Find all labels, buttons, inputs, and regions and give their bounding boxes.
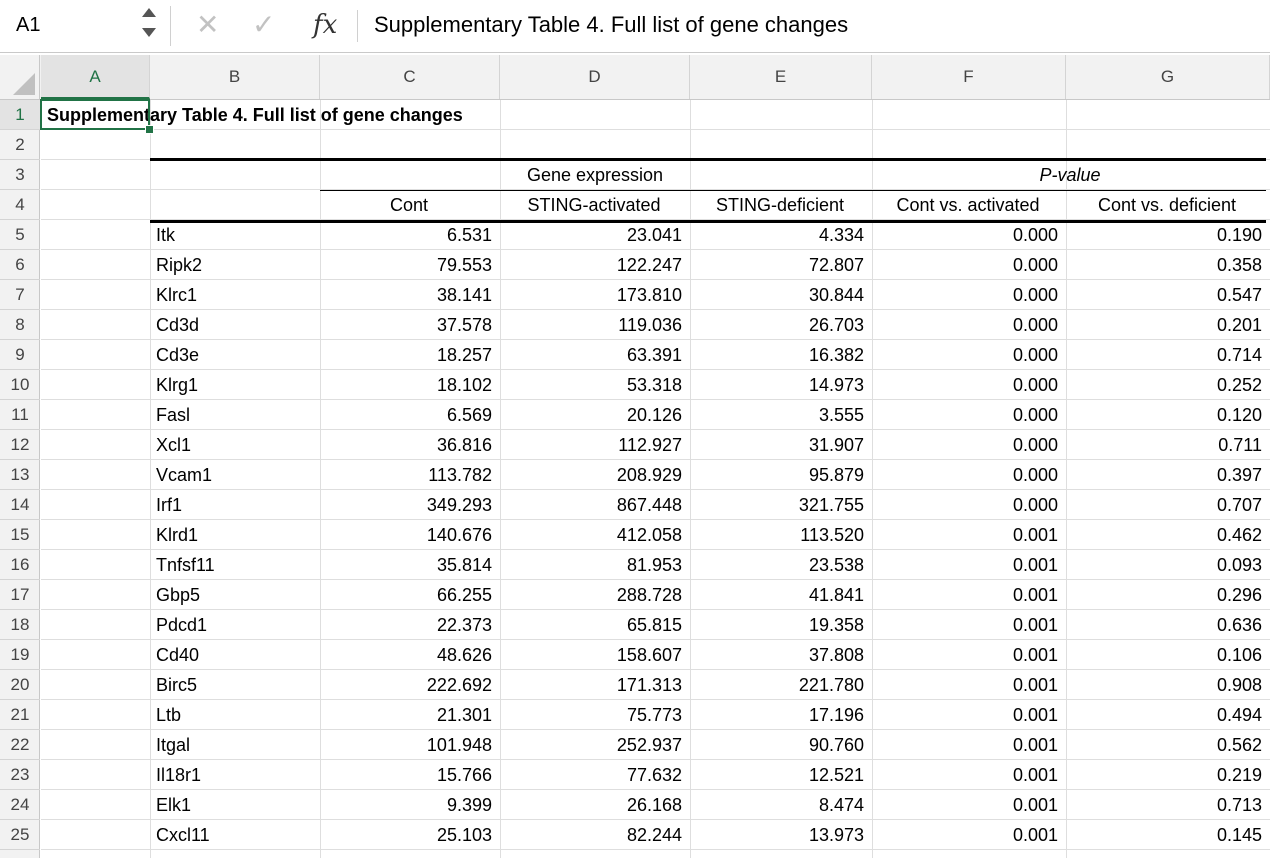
grid-line xyxy=(41,579,1270,580)
value-cell-d: 208.929 xyxy=(616,465,682,485)
value-cell-d: 412.058 xyxy=(616,525,682,545)
value-cell-f: 0.000 xyxy=(1012,285,1058,305)
gene-name-cell: Itgal xyxy=(156,735,191,755)
value-cell-g: 0.462 xyxy=(1216,525,1262,545)
value-cell-g: 0.201 xyxy=(1216,315,1262,335)
column-header-c[interactable]: C xyxy=(320,55,500,99)
value-cell-g: 0.190 xyxy=(1216,225,1262,245)
row-header-3[interactable]: 3 xyxy=(0,160,40,190)
value-cell-e: 19.358 xyxy=(808,615,864,635)
value-cell-e: 72.807 xyxy=(808,255,864,275)
row-header-24[interactable]: 24 xyxy=(0,790,40,820)
gene-name-cell: Klrg1 xyxy=(156,375,199,395)
fill-handle[interactable] xyxy=(145,125,154,134)
value-cell-c: 48.626 xyxy=(436,645,492,665)
value-cell-f: 0.001 xyxy=(1012,795,1058,815)
value-cell-g: 0.397 xyxy=(1216,465,1262,485)
select-all-corner[interactable] xyxy=(0,55,40,99)
grid-line xyxy=(41,669,1270,670)
value-cell-e: 37.808 xyxy=(808,645,864,665)
grid-line xyxy=(41,609,1270,610)
gene-name-cell: Ltb xyxy=(156,705,182,725)
value-cell-f: 0.000 xyxy=(1012,375,1058,395)
row-header-10[interactable]: 10 xyxy=(0,370,40,400)
grid-line xyxy=(41,429,1270,430)
gene-name-cell: Cd3d xyxy=(156,315,200,335)
gene-name-cell: Itk xyxy=(156,225,176,245)
divider xyxy=(170,6,171,46)
value-cell-c: 22.373 xyxy=(436,615,492,635)
value-cell-g: 0.106 xyxy=(1216,645,1262,665)
value-cell-g: 0.219 xyxy=(1216,765,1262,785)
sub-header-1: STING-activated xyxy=(527,195,661,215)
grid-line xyxy=(41,639,1270,640)
grid-line xyxy=(41,489,1270,490)
value-cell-c: 18.257 xyxy=(436,345,492,365)
grid-line xyxy=(150,100,151,858)
row-header-1[interactable]: 1 xyxy=(0,100,40,130)
value-cell-g: 0.093 xyxy=(1216,555,1262,575)
value-cell-f: 0.001 xyxy=(1012,705,1058,725)
table-header-rule xyxy=(150,220,1266,223)
value-cell-e: 26.703 xyxy=(808,315,864,335)
value-cell-g: 0.252 xyxy=(1216,375,1262,395)
value-cell-g: 0.145 xyxy=(1216,825,1262,845)
value-cell-e: 221.780 xyxy=(798,675,864,695)
column-header-a[interactable]: A xyxy=(41,55,150,99)
row-header-6[interactable]: 6 xyxy=(0,250,40,280)
row-header-9[interactable]: 9 xyxy=(0,340,40,370)
value-cell-f: 0.001 xyxy=(1012,675,1058,695)
row-header-14[interactable]: 14 xyxy=(0,490,40,520)
gene-name-cell: Cd40 xyxy=(156,645,200,665)
sub-header-0: Cont xyxy=(389,195,429,215)
value-cell-d: 53.318 xyxy=(626,375,682,395)
gene-name-cell: Il18r1 xyxy=(156,765,202,785)
column-header-b[interactable]: B xyxy=(150,55,320,99)
value-cell-c: 66.255 xyxy=(436,585,492,605)
value-cell-g: 0.547 xyxy=(1216,285,1262,305)
grid-line xyxy=(41,519,1270,520)
column-header-d[interactable]: D xyxy=(500,55,690,99)
value-cell-g: 0.711 xyxy=(1218,435,1262,455)
value-cell-e: 14.973 xyxy=(808,375,864,395)
value-cell-g: 0.358 xyxy=(1216,255,1262,275)
value-cell-e: 16.382 xyxy=(808,345,864,365)
value-cell-c: 140.676 xyxy=(426,525,492,545)
value-cell-d: 81.953 xyxy=(626,555,682,575)
value-cell-g: 0.120 xyxy=(1216,405,1262,425)
gene-name-cell: Irf1 xyxy=(156,495,183,515)
divider xyxy=(357,10,358,42)
value-cell-f: 0.001 xyxy=(1012,585,1058,605)
value-cell-e: 90.760 xyxy=(808,735,864,755)
grid-line xyxy=(41,699,1270,700)
row-header-2[interactable]: 2 xyxy=(0,130,40,160)
value-cell-d: 288.728 xyxy=(616,585,682,605)
value-cell-e: 321.755 xyxy=(798,495,864,515)
table-group-rule xyxy=(320,190,1266,191)
value-cell-c: 113.782 xyxy=(428,465,492,485)
name-box[interactable]: A1 xyxy=(16,14,41,36)
value-cell-d: 20.126 xyxy=(626,405,682,425)
row-header-20[interactable]: 20 xyxy=(0,670,40,700)
value-cell-d: 119.036 xyxy=(618,315,682,335)
value-cell-c: 37.578 xyxy=(436,315,492,335)
value-cell-c: 6.569 xyxy=(446,405,492,425)
row-header-16[interactable]: 16 xyxy=(0,550,40,580)
row-header-23[interactable]: 23 xyxy=(0,760,40,790)
value-cell-f: 0.001 xyxy=(1012,765,1058,785)
grid-line xyxy=(41,789,1270,790)
row-header-15[interactable]: 15 xyxy=(0,520,40,550)
value-cell-d: 65.815 xyxy=(626,615,682,635)
value-cell-g: 0.713 xyxy=(1216,795,1262,815)
value-cell-e: 113.520 xyxy=(800,525,864,545)
grid-line xyxy=(690,100,691,858)
value-cell-d: 26.168 xyxy=(626,795,682,815)
value-cell-c: 222.692 xyxy=(426,675,492,695)
grid-line xyxy=(872,100,873,858)
grid-line xyxy=(41,279,1270,280)
value-cell-g: 0.494 xyxy=(1216,705,1262,725)
value-cell-d: 23.041 xyxy=(626,225,682,245)
header-gene-expression: Gene expression xyxy=(526,165,664,185)
row-header-13[interactable]: 13 xyxy=(0,460,40,490)
header-p-value: P-value xyxy=(1039,165,1101,185)
gene-name-cell: Klrc1 xyxy=(156,285,198,305)
value-cell-g: 0.296 xyxy=(1216,585,1262,605)
grid-line xyxy=(500,100,501,858)
value-cell-d: 63.391 xyxy=(626,345,682,365)
grid-line xyxy=(41,849,1270,850)
row-header-11[interactable]: 11 xyxy=(0,400,40,430)
row-header-4[interactable]: 4 xyxy=(0,190,40,220)
function-icon[interactable]: fx xyxy=(313,10,338,40)
name-box-stepper[interactable] xyxy=(140,6,158,46)
value-cell-d: 252.937 xyxy=(616,735,682,755)
value-cell-f: 0.000 xyxy=(1012,345,1058,365)
value-cell-f: 0.001 xyxy=(1012,825,1058,845)
value-cell-c: 35.814 xyxy=(436,555,492,575)
value-cell-d: 171.313 xyxy=(616,675,682,695)
row-header-7[interactable]: 7 xyxy=(0,280,40,310)
value-cell-c: 15.766 xyxy=(436,765,492,785)
row-header-5[interactable]: 5 xyxy=(0,220,40,250)
grid-line xyxy=(41,369,1270,370)
value-cell-c: 349.293 xyxy=(426,495,492,515)
value-cell-f: 0.000 xyxy=(1012,315,1058,335)
value-cell-d: 158.607 xyxy=(616,645,682,665)
value-cell-f: 0.001 xyxy=(1012,615,1058,635)
row-header-19[interactable]: 19 xyxy=(0,640,40,670)
value-cell-c: 9.399 xyxy=(446,795,492,815)
row-header-12[interactable]: 12 xyxy=(0,430,40,460)
grid-line xyxy=(41,249,1270,250)
value-cell-c: 25.103 xyxy=(436,825,492,845)
value-cell-g: 0.707 xyxy=(1216,495,1262,515)
value-cell-f: 0.000 xyxy=(1012,435,1058,455)
grid-line xyxy=(41,459,1270,460)
grid-line xyxy=(41,309,1270,310)
value-cell-d: 75.773 xyxy=(626,705,682,725)
value-cell-d: 122.247 xyxy=(616,255,682,275)
gene-name-cell: Cd3e xyxy=(156,345,200,365)
chevron-down-icon[interactable] xyxy=(142,28,156,37)
value-cell-d: 173.810 xyxy=(616,285,682,305)
row-header-bar xyxy=(0,100,40,858)
formula-input[interactable]: Supplementary Table 4. Full list of gene changes xyxy=(374,12,849,37)
row-header-17[interactable]: 17 xyxy=(0,580,40,610)
gene-name-cell: Elk1 xyxy=(156,795,192,815)
value-cell-c: 36.816 xyxy=(436,435,492,455)
value-cell-f: 0.000 xyxy=(1012,255,1058,275)
column-header-e[interactable]: E xyxy=(690,55,872,99)
value-cell-f: 0.000 xyxy=(1012,495,1058,515)
gene-name-cell: Gbp5 xyxy=(156,585,201,605)
gene-name-cell: Tnfsf11 xyxy=(156,555,215,575)
value-cell-e: 31.907 xyxy=(808,435,864,455)
value-cell-e: 8.474 xyxy=(818,795,864,815)
grid-line xyxy=(41,729,1270,730)
value-cell-f: 0.000 xyxy=(1012,405,1058,425)
gene-name-cell: Xcl1 xyxy=(156,435,192,455)
value-cell-g: 0.636 xyxy=(1216,615,1262,635)
value-cell-f: 0.000 xyxy=(1012,465,1058,485)
value-cell-f: 0.001 xyxy=(1012,525,1058,545)
value-cell-e: 23.538 xyxy=(808,555,864,575)
value-cell-d: 82.244 xyxy=(626,825,682,845)
grid-line xyxy=(41,399,1270,400)
value-cell-e: 95.879 xyxy=(808,465,864,485)
value-cell-e: 12.521 xyxy=(808,765,864,785)
gene-name-cell: Ripk2 xyxy=(156,255,203,275)
grid-line xyxy=(41,549,1270,550)
gene-name-cell: Pdcd1 xyxy=(156,615,208,635)
gene-name-cell: Klrd1 xyxy=(156,525,199,545)
grid-line xyxy=(41,339,1270,340)
active-cell-selection[interactable] xyxy=(40,99,150,130)
row-header-22[interactable]: 22 xyxy=(0,730,40,760)
row-header-25[interactable]: 25 xyxy=(0,820,40,850)
value-cell-e: 30.844 xyxy=(808,285,864,305)
column-header-bar xyxy=(0,55,1270,100)
value-cell-f: 0.001 xyxy=(1012,735,1058,755)
table-top-rule xyxy=(150,158,1266,161)
sub-header-3: Cont vs. activated xyxy=(896,195,1040,215)
value-cell-c: 21.301 xyxy=(436,705,492,725)
grid-line xyxy=(1066,100,1067,858)
value-cell-c: 18.102 xyxy=(436,375,492,395)
grid-line xyxy=(320,100,321,858)
value-cell-d: 867.448 xyxy=(616,495,682,515)
value-cell-f: 0.001 xyxy=(1012,555,1058,575)
value-cell-c: 38.141 xyxy=(436,285,492,305)
formula-bar xyxy=(0,0,1270,53)
value-cell-c: 101.948 xyxy=(426,735,492,755)
row-header-8[interactable]: 8 xyxy=(0,310,40,340)
column-header-f[interactable]: F xyxy=(872,55,1066,99)
check-icon[interactable]: ✓ xyxy=(252,9,276,40)
column-header-g[interactable]: G xyxy=(1066,55,1270,99)
grid-line xyxy=(41,759,1270,760)
value-cell-e: 4.334 xyxy=(818,225,864,245)
sub-header-2: STING-deficient xyxy=(715,195,845,215)
value-cell-d: 77.632 xyxy=(626,765,682,785)
value-cell-e: 13.973 xyxy=(808,825,864,845)
value-cell-d: 112.927 xyxy=(618,435,682,455)
cancel-icon[interactable]: ✕ xyxy=(196,9,220,40)
value-cell-g: 0.714 xyxy=(1216,345,1262,365)
value-cell-g: 0.908 xyxy=(1216,675,1262,695)
gene-name-cell: Vcam1 xyxy=(156,465,213,485)
gene-name-cell: Cxcl11 xyxy=(156,825,210,845)
gene-name-cell: Fasl xyxy=(156,405,191,425)
grid-line xyxy=(41,819,1270,820)
value-cell-f: 0.001 xyxy=(1012,645,1058,665)
value-cell-e: 41.841 xyxy=(808,585,864,605)
value-cell-c: 6.531 xyxy=(446,225,492,245)
spreadsheet-grid[interactable] xyxy=(41,100,1270,858)
row-header-21[interactable]: 21 xyxy=(0,700,40,730)
value-cell-c: 79.553 xyxy=(436,255,492,275)
sub-header-4: Cont vs. deficient xyxy=(1097,195,1237,215)
sheet-title: Supplementary Table 4. Full list of gene changes xyxy=(47,105,463,125)
row-header-18[interactable]: 18 xyxy=(0,610,40,640)
value-cell-g: 0.562 xyxy=(1216,735,1262,755)
value-cell-e: 3.555 xyxy=(818,405,864,425)
value-cell-e: 17.196 xyxy=(808,705,864,725)
value-cell-f: 0.000 xyxy=(1012,225,1058,245)
gene-name-cell: Birc5 xyxy=(156,675,198,695)
grid-line xyxy=(41,129,1270,130)
chevron-up-icon[interactable] xyxy=(142,8,156,17)
